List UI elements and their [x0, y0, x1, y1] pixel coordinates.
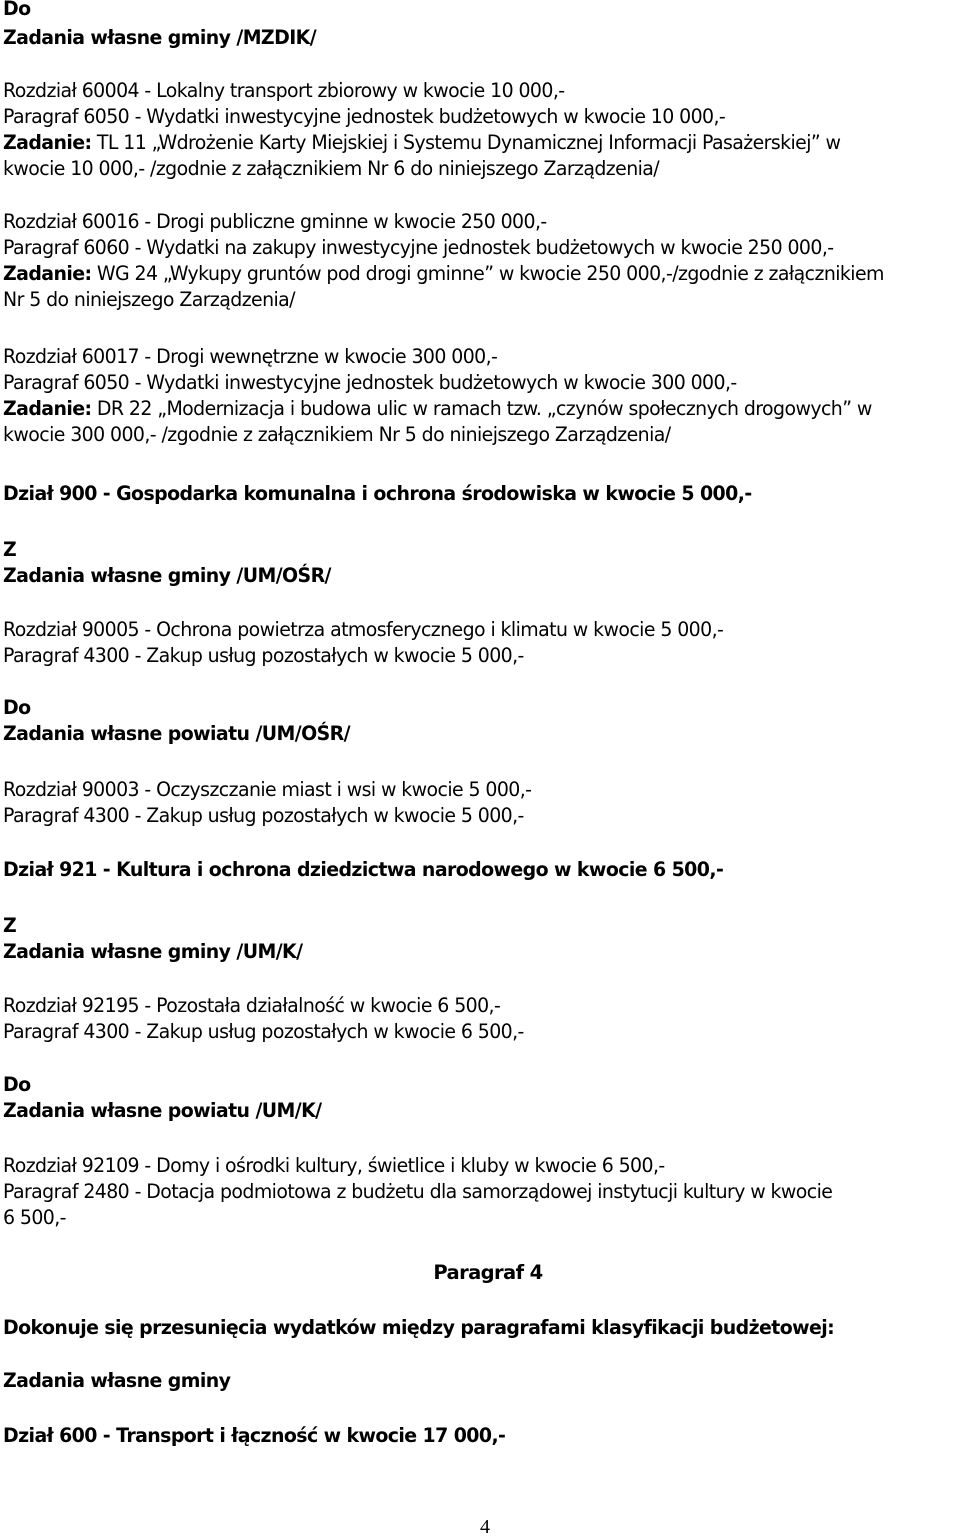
- paragraf-line: Paragraf 4300 - Zakup usług pozostałych w kwocie 5 000,-: [3, 644, 524, 667]
- section-direction: Do: [3, 1073, 31, 1096]
- section-direction: Z: [3, 914, 17, 937]
- section-heading: Zadania własne gminy: [3, 1369, 231, 1392]
- zadanie-line-continued: kwocie 300 000,- /zgodnie z załącznikiem Nr 5 do niniejszego Zarządzenia/: [3, 423, 671, 446]
- paragraf-line: Paragraf 6050 - Wydatki inwestycyjne jednostek budżetowych w kwocie 300 000,-: [3, 371, 737, 394]
- section-heading: Zadania własne gminy /UM/OŚR/: [3, 564, 331, 587]
- zadanie-line: Zadanie: TL 11 „Wdrożenie Karty Miejskiej i Systemu Dynamicznej Informacji Pasażerskiej” w: [3, 131, 841, 154]
- section-heading: Zadania własne powiatu /UM/K/: [3, 1099, 322, 1122]
- section-direction: Do: [3, 696, 31, 719]
- page-number: 4: [480, 1516, 490, 1538]
- rozdzial-line: Rozdział 92195 - Pozostała działalność w kwocie 6 500,-: [3, 994, 501, 1017]
- zadanie-label: Zadanie:: [3, 262, 92, 285]
- paragraf-line: Paragraf 2480 - Dotacja podmiotowa z budżetu dla samorządowej instytucji kultury w kwocie: [3, 1180, 833, 1203]
- paragraf-line-continued: 6 500,-: [3, 1206, 66, 1229]
- zadanie-line-continued: Nr 5 do niniejszego Zarządzenia/: [3, 288, 295, 311]
- section-heading: Zadania własne gminy /UM/K/: [3, 940, 303, 963]
- zadanie-label: Zadanie:: [3, 397, 92, 420]
- dzial-heading: Dział 921 - Kultura i ochrona dziedzictwa narodowego w kwocie 6 500,-: [3, 858, 724, 881]
- section-heading: Zadania własne powiatu /UM/OŚR/: [3, 722, 350, 745]
- rozdzial-line: Rozdział 92109 - Domy i ośrodki kultury, świetlice i kluby w kwocie 6 500,-: [3, 1154, 665, 1177]
- rozdzial-line: Rozdział 90005 - Ochrona powietrza atmosferycznego i klimatu w kwocie 5 000,-: [3, 618, 724, 641]
- dzial-heading: Dział 600 - Transport i łączność w kwocie 17 000,-: [3, 1424, 506, 1447]
- section-direction: Z: [3, 538, 17, 561]
- paragraf-line: Paragraf 4300 - Zakup usług pozostałych w kwocie 5 000,-: [3, 804, 524, 827]
- paragraf-line: Paragraf 6050 - Wydatki inwestycyjne jednostek budżetowych w kwocie 10 000,-: [3, 105, 726, 128]
- paragraph-heading: Paragraf 4: [433, 1261, 543, 1284]
- dzial-heading: Dział 900 - Gospodarka komunalna i ochrona środowiska w kwocie 5 000,-: [3, 482, 752, 505]
- rozdzial-line: Rozdział 60004 - Lokalny transport zbiorowy w kwocie 10 000,-: [3, 79, 565, 102]
- rozdzial-line: Rozdział 60016 - Drogi publiczne gminne w kwocie 250 000,-: [3, 210, 547, 233]
- statement-heading: Dokonuje się przesunięcia wydatków między paragrafami klasyfikacji budżetowej:: [3, 1316, 835, 1339]
- zadanie-line: Zadanie: DR 22 „Modernizacja i budowa ulic w ramach tzw. „czynów społecznych drogowych” w: [3, 397, 872, 420]
- zadanie-line: Zadanie: WG 24 „Wykupy gruntów pod drogi gminne” w kwocie 250 000,-/zgodnie z załącznikiem: [3, 262, 884, 285]
- zadanie-line-continued: kwocie 10 000,- /zgodnie z załącznikiem Nr 6 do niniejszego Zarządzenia/: [3, 157, 660, 180]
- rozdzial-line: Rozdział 90003 - Oczyszczanie miast i wsi w kwocie 5 000,-: [3, 778, 532, 801]
- section-heading: Zadania własne gminy /MZDIK/: [3, 26, 317, 49]
- paragraf-line: Paragraf 6060 - Wydatki na zakupy inwestycyjne jednostek budżetowych w kwocie 250 000,-: [3, 236, 834, 259]
- paragraf-line: Paragraf 4300 - Zakup usług pozostałych w kwocie 6 500,-: [3, 1020, 524, 1043]
- rozdzial-line: Rozdział 60017 - Drogi wewnętrzne w kwocie 300 000,-: [3, 345, 498, 368]
- zadanie-label: Zadanie:: [3, 131, 92, 154]
- section-direction: Do: [3, 0, 31, 20]
